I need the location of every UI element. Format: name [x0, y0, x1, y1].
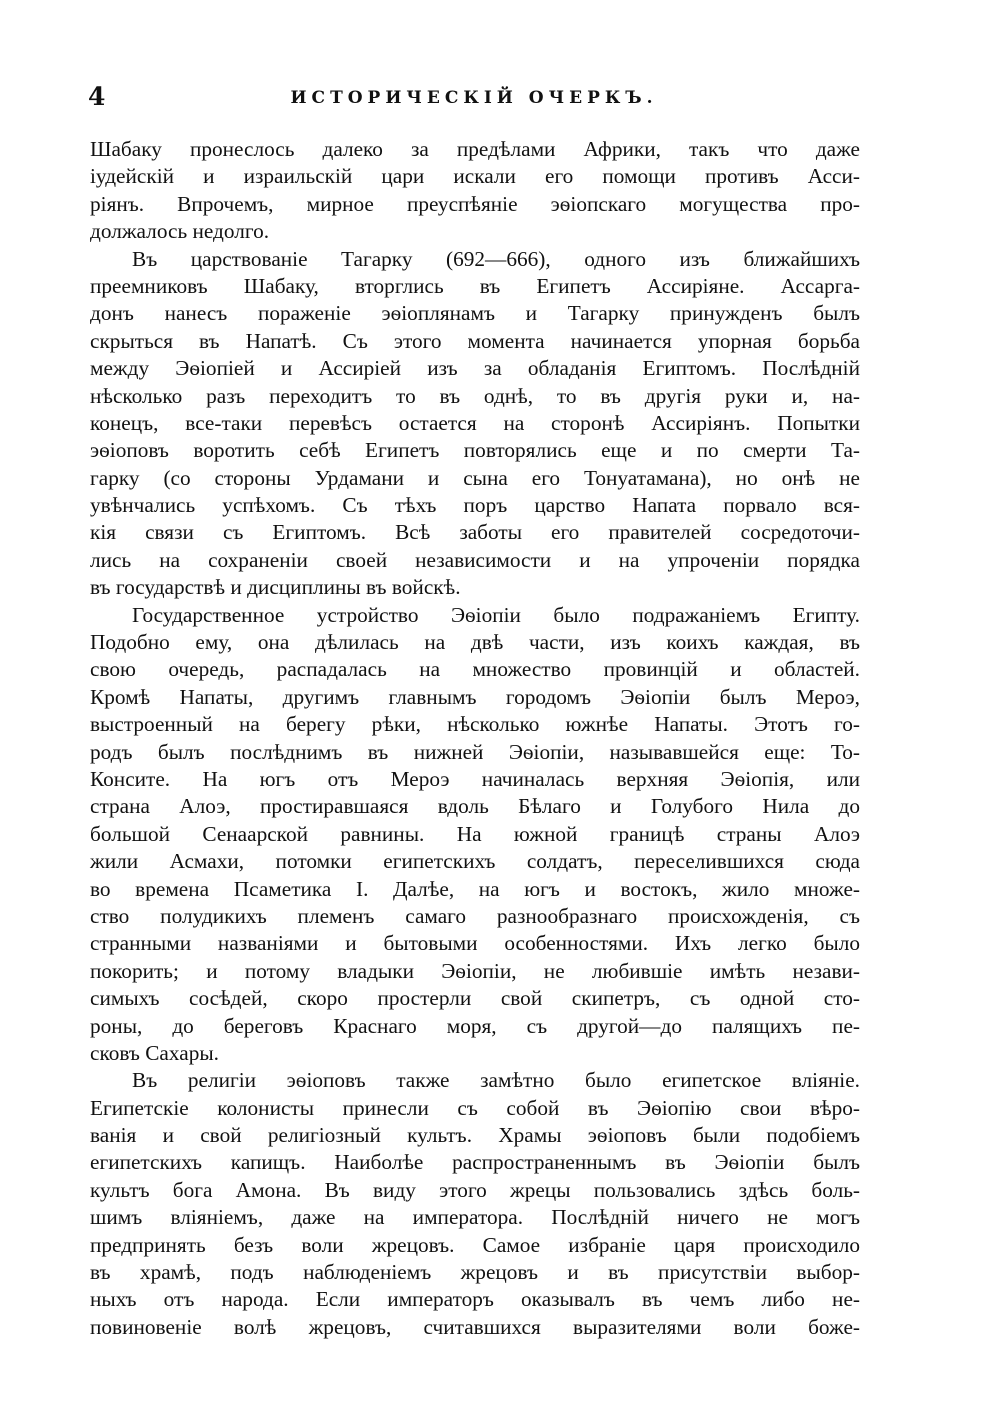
text-line: повиновеніе волѣ жрецовъ, считавшихся выразителями воли боже- — [90, 1314, 860, 1339]
text-line: лись на сохраненіи своей независимости и на упроченіи порядка — [90, 547, 860, 572]
text-line: кія связи съ Египтомъ. Всѣ заботы его правителей сосредоточи- — [90, 520, 860, 545]
text-line: нѣсколько разъ переходитъ то въ однѣ, то въ другія руки и, на- — [90, 383, 860, 408]
text-line: симыхъ сосѣдей, скоро простерли свой скипетръ, съ одной сто- — [90, 986, 860, 1011]
body-text — [90, 136, 860, 1341]
page-number: 4 — [88, 82, 106, 111]
text-line: гарку (со стороны Урдамани и сына его Тонуатамана), но онѣ не — [90, 465, 860, 490]
text-line: Подобно ему, она дѣлилась на двѣ части, изъ коихъ каждая, въ — [90, 630, 860, 655]
text-line: эѳіоповъ воротить себѣ Египетъ повторялись еще и по смерти Та- — [90, 438, 860, 463]
text-line: странными названіями и бытовыми особенностями. Ихъ легко было — [90, 931, 860, 956]
text-line: во времена Псаметика I. Далѣе, на югъ и востокъ, жило множе- — [90, 876, 860, 901]
text-line: ванія и свой религіозный культъ. Храмы эѳіоповъ были подобіемъ — [90, 1123, 860, 1148]
text-line: ство полудикихъ племенъ самаго разнообразнаго происхожденія, съ — [90, 903, 860, 928]
text-line: египетскихъ капищъ. Наиболѣе распространеннымъ въ Эѳіопіи былъ — [90, 1150, 860, 1175]
running-title: ИСТОРИЧЕСКІЙ ОЧЕРКЪ. — [290, 88, 658, 108]
text-line: страна Алоэ, простиравшаяся вдоль Бѣлаго и Голубого Нила до — [90, 794, 860, 819]
text-line: жили Асмахи, потомки египетскихъ солдатъ, переселившихся сюда — [90, 849, 860, 874]
text-line: выстроенный на берегу рѣки, нѣсколько южнѣе Напаты. Этотъ го- — [90, 712, 860, 737]
text-line: культъ бога Амона. Въ виду этого жрецы пользовались здѣсь боль- — [90, 1177, 860, 1202]
running-head — [88, 82, 860, 116]
text-line: скрыться въ Напатѣ. Съ этого момента начинается упорная борьба — [90, 328, 860, 353]
text-line: роны, до береговъ Краснаго моря, съ другой—до палящихъ пе- — [90, 1013, 860, 1038]
text-line: Въ царствованіе Тагарку (692—666), одного изъ ближайшихъ — [132, 246, 860, 271]
text-line: конецъ, все-таки перевѣсъ остается на сторонѣ Ассиріянъ. Попытки — [90, 410, 860, 435]
text-line: Кромѣ Напаты, другимъ главнымъ городомъ Эѳіопіи былъ Мероэ, — [90, 684, 860, 709]
text-line: Шабаку пронеслось далеко за предѣлами Африки, такъ что даже — [90, 137, 860, 161]
text-line: Конситe. На югъ отъ Мероэ начиналась верхняя Эѳіопія, или — [90, 766, 860, 791]
text-line: преемниковъ Шабаку, вторглись въ Египетъ Ассиріяне. Ассарга- — [90, 273, 860, 298]
text-line: Въ религіи эѳіоповъ также замѣтно было египетское вліяніе. — [132, 1068, 860, 1093]
text-line: свою очередь, распадалась на множество провинцій и областей. — [90, 657, 860, 682]
text-line: между Эѳіопіей и Ассиріей изъ за обладанія Египтомъ. Послѣдній — [90, 356, 860, 381]
text-line: сковъ Сахары. — [90, 1040, 219, 1065]
text-line: увѣнчались успѣхомъ. Съ тѣхъ поръ царство Напата порвало вся- — [90, 493, 860, 518]
text-line: должалось недолго. — [90, 219, 270, 244]
text-line: Государственное устройство Эѳіопіи было подражаніемъ Египту. — [132, 602, 860, 627]
text-line: большой Сенаарской равнины. На южной границѣ страны Алоэ — [90, 821, 860, 846]
text-line: въ государствѣ и дисциплины въ войскѣ. — [90, 575, 461, 600]
text-line: ріянъ. Впрочемъ, мирное преуспѣяніе эѳіопскаго могущества про- — [90, 191, 860, 216]
text-line: покорить; и потому владыки Эѳіопіи, не любившіе имѣть незави- — [90, 958, 860, 983]
text-line: родъ былъ послѣднимъ въ нижней Эѳіопіи, называвшейся еще: То- — [90, 739, 860, 764]
text-line: предпринять безъ воли жрецовъ. Самое избраніе царя происходило — [90, 1232, 860, 1257]
text-line: Египетскіе колонисты принесли съ собой въ Эѳіопію свои вѣро- — [90, 1095, 860, 1120]
text-line: донъ нанесъ пораженіе эѳіоплянамъ и Тагарку принужденъ былъ — [90, 301, 860, 326]
text-line: ныхъ отъ народа. Если императоръ оказывалъ въ чемъ либо не- — [90, 1287, 860, 1312]
text-line: іудейскій и израильскій цари искали его помощи противъ Асси- — [90, 164, 860, 189]
text-line: шимъ вліяніемъ, даже на императора. Послѣдній ничего не могъ — [90, 1205, 860, 1230]
text-line: въ храмѣ, подъ наблюденіемъ жрецовъ и въ присутствіи выбор- — [90, 1260, 860, 1285]
